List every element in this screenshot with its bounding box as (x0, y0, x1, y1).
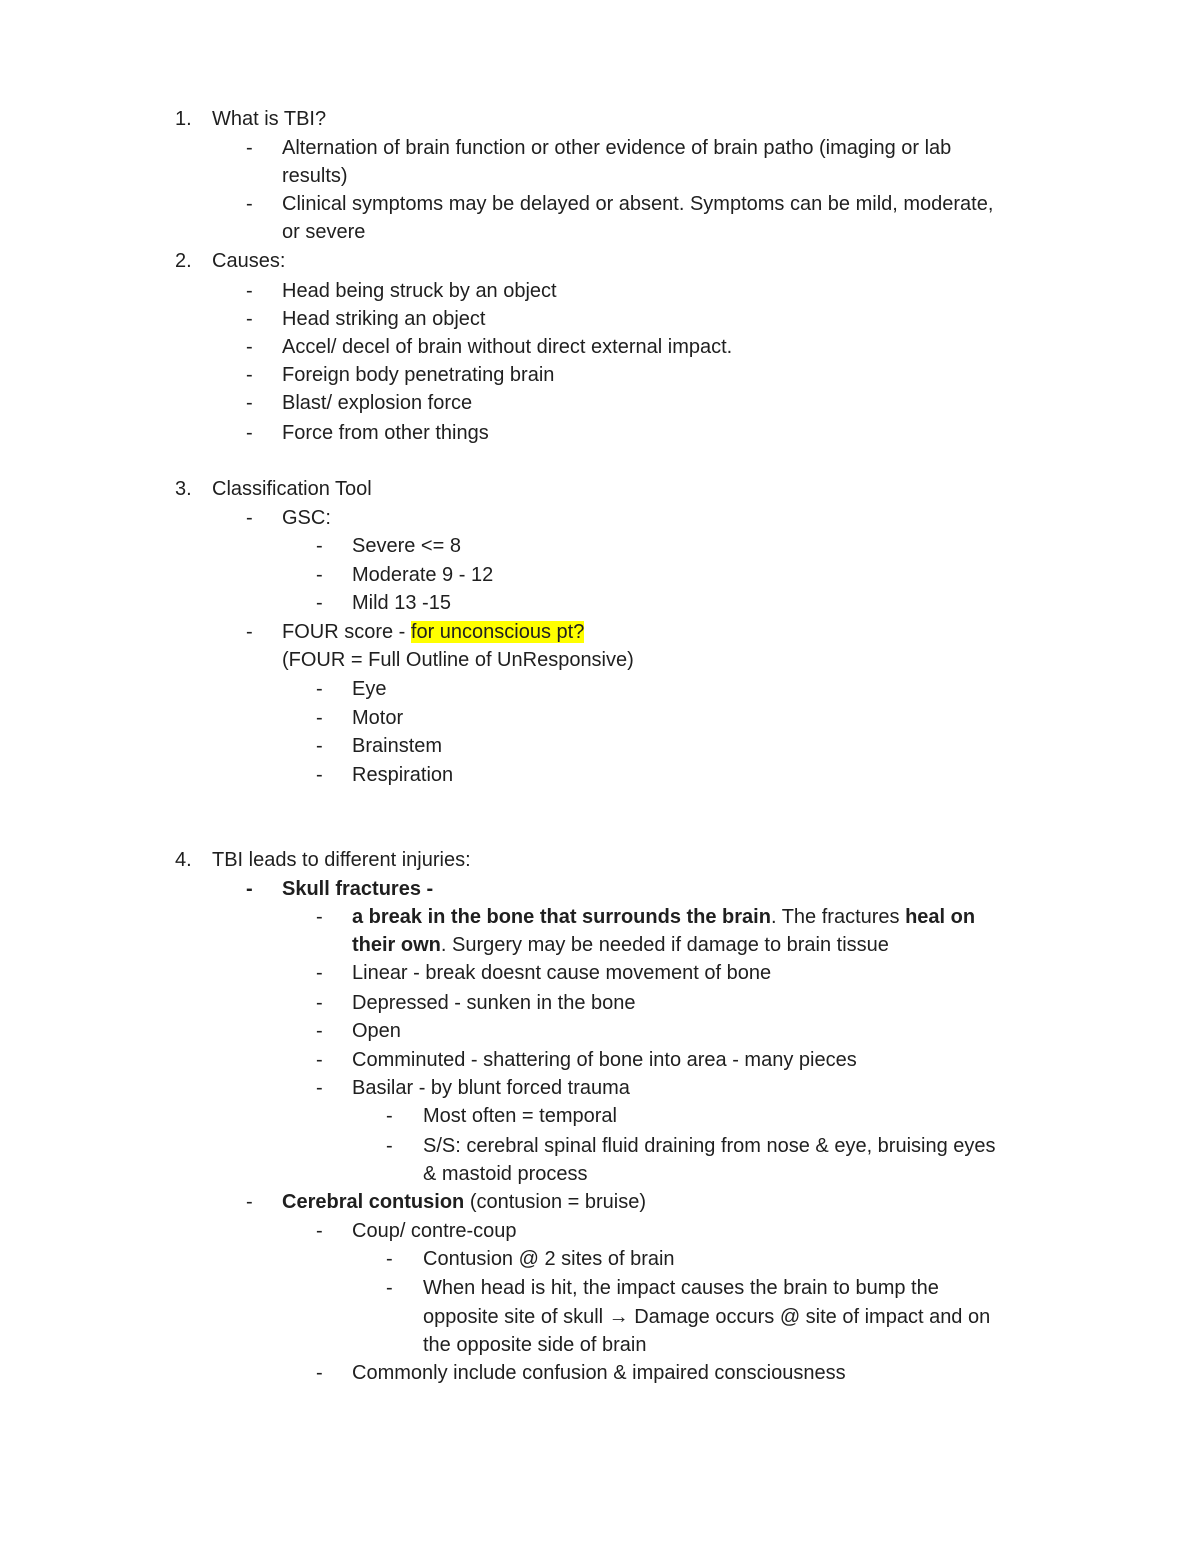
list-item (0, 675, 1200, 703)
list-item-text: & mastoid process (423, 1163, 588, 1185)
list-item (0, 1245, 1200, 1273)
bullet-dash: - (316, 906, 323, 928)
highlighted-text: for unconscious pt? (410, 621, 585, 643)
bullet-dash: - (316, 962, 323, 984)
bold-text: their own (352, 934, 441, 956)
list-item-text: Linear - break doesnt cause movement of bone (352, 962, 772, 984)
list-item (0, 561, 1200, 589)
plain-text: . The fractures (770, 906, 906, 928)
section-3-heading (0, 475, 1200, 503)
section-2-heading (0, 247, 1200, 275)
list-item-text (282, 618, 584, 646)
list-item (0, 361, 1200, 389)
bullet-dash: - (316, 707, 323, 729)
list-item (0, 875, 1200, 903)
bullet-dash: - (246, 308, 253, 330)
section-1-heading (0, 105, 1200, 133)
list-item-continuation (0, 162, 1200, 190)
bold-text: a break in the bone that surrounds the brain (352, 906, 771, 928)
list-item-text (352, 931, 889, 959)
list-item (0, 1046, 1200, 1074)
list-item-text: Motor (352, 707, 404, 729)
list-item (0, 1102, 1200, 1130)
section-title: What is TBI? (212, 108, 327, 130)
bullet-dash: - (316, 992, 323, 1014)
bullet-dash: - (386, 1248, 393, 1270)
bullet-dash: - (316, 764, 323, 786)
list-item-text: Force from other things (282, 422, 489, 444)
list-item-text: Most often = temporal (423, 1105, 617, 1127)
list-item (0, 532, 1200, 560)
list-item-text: Brainstem (352, 735, 443, 757)
list-item-text: Blast/ explosion force (282, 392, 473, 414)
list-item-text: Comminuted - shattering of bone into area - many pieces (352, 1049, 857, 1071)
list-item-text: Contusion @ 2 sites of brain (423, 1248, 675, 1270)
list-item-text: Mild 13 -15 (352, 592, 451, 614)
list-number: 1. (175, 108, 192, 130)
list-item-continuation (0, 1160, 1200, 1188)
list-item (0, 504, 1200, 532)
list-item (0, 989, 1200, 1017)
list-item-text: Severe <= 8 (352, 535, 461, 557)
list-item (0, 732, 1200, 760)
bullet-dash: - (386, 1135, 393, 1157)
list-item (0, 1359, 1200, 1387)
bullet-dash: - (316, 592, 323, 614)
list-item-text: Clinical symptoms may be delayed or absent. Symptoms can be mild, moderate, (282, 193, 994, 215)
four-score-label: FOUR score - (282, 621, 411, 643)
list-number: 2. (175, 250, 192, 272)
plain-text: (contusion = bruise) (464, 1191, 647, 1213)
list-item-text: S/S: cerebral spinal fluid draining from nose & eye, bruising eyes (423, 1135, 996, 1157)
list-item-text: Depressed - sunken in the bone (352, 992, 636, 1014)
list-item-continuation (0, 646, 1200, 674)
list-item (0, 1132, 1200, 1160)
list-item-text: Respiration (352, 764, 454, 786)
bullet-dash: - (316, 1362, 323, 1384)
bullet-dash: - (386, 1105, 393, 1127)
list-item-text: GSC: (282, 507, 331, 529)
bullet-dash: - (316, 564, 323, 586)
list-item-text: Head being struck by an object (282, 280, 557, 302)
bullet-dash: - (316, 535, 323, 557)
list-item (0, 305, 1200, 333)
list-item (0, 277, 1200, 305)
subheading-cerebral-contusion: Cerebral contusion (282, 1191, 465, 1213)
list-item (0, 1074, 1200, 1102)
list-item (0, 589, 1200, 617)
list-item-text: Basilar - by blunt forced trauma (352, 1077, 630, 1099)
bullet-dash: - (316, 1049, 323, 1071)
bullet-dash: - (246, 193, 253, 215)
list-item-continuation (0, 1331, 1200, 1359)
list-item (0, 1017, 1200, 1045)
bullet-dash: - (246, 507, 253, 529)
list-item-text: results) (282, 165, 348, 187)
bullet-dash: - (316, 1020, 323, 1042)
list-item-text: Coup/ contre-coup (352, 1220, 517, 1242)
list-item-text: Foreign body penetrating brain (282, 364, 555, 386)
bullet-dash: - (316, 735, 323, 757)
list-item (0, 1274, 1200, 1302)
list-item (0, 761, 1200, 789)
bullet-dash: - (246, 336, 253, 358)
bullet-dash: - (246, 621, 253, 643)
list-item (0, 704, 1200, 732)
list-item-text: When head is hit, the impact causes the brain to bump the (423, 1277, 939, 1299)
list-item (0, 333, 1200, 361)
list-item-text: Accel/ decel of brain without direct external impact. (282, 336, 733, 358)
list-item (0, 959, 1200, 987)
section-title: Causes: (212, 250, 286, 272)
section-title: Classification Tool (212, 478, 372, 500)
list-item-continuation (0, 218, 1200, 246)
bullet-dash: - (316, 1220, 323, 1242)
list-item-continuation (0, 1303, 1200, 1331)
list-item-text: Eye (352, 678, 387, 700)
list-item-text: or severe (282, 221, 366, 243)
list-item-text (352, 903, 975, 931)
bullet-dash: - (246, 878, 253, 900)
bullet-dash: - (246, 137, 253, 159)
list-item (0, 419, 1200, 447)
list-item-text: the opposite side of brain (423, 1334, 647, 1356)
bullet-dash: - (386, 1277, 393, 1299)
list-item-text: Open (352, 1020, 401, 1042)
list-item-text: Alternation of brain function or other evidence of brain patho (imaging or lab (282, 137, 952, 159)
bullet-dash: - (316, 1077, 323, 1099)
list-item (0, 190, 1200, 218)
section-title: TBI leads to different injuries: (212, 849, 471, 871)
list-number: 3. (175, 478, 192, 500)
section-4-heading (0, 846, 1200, 874)
list-item (0, 903, 1200, 931)
bullet-dash: - (246, 392, 253, 414)
list-item (0, 1217, 1200, 1245)
list-item-text: Commonly include confusion & impaired consciousness (352, 1362, 846, 1384)
list-item (0, 1188, 1200, 1216)
bullet-dash: - (316, 678, 323, 700)
list-item (0, 618, 1200, 646)
bullet-dash: - (246, 422, 253, 444)
list-item-text: Head striking an object (282, 308, 486, 330)
bullet-dash: - (246, 280, 253, 302)
bold-text: heal on (905, 906, 976, 928)
subheading-skull-fractures: Skull fractures - (282, 878, 434, 900)
list-item (0, 389, 1200, 417)
list-item-text (282, 1188, 646, 1216)
list-item (0, 134, 1200, 162)
list-item-text: Moderate 9 - 12 (352, 564, 494, 586)
plain-text: . Surgery may be needed if damage to brain tissue (440, 934, 889, 956)
list-item-text: opposite site of skull → Damage occurs @ site of impact and on (423, 1306, 991, 1328)
bullet-dash: - (246, 1191, 253, 1213)
list-item-continuation (0, 931, 1200, 959)
bullet-dash: - (246, 364, 253, 386)
list-number: 4. (175, 849, 192, 871)
list-item-text: (FOUR = Full Outline of UnResponsive) (282, 649, 634, 671)
